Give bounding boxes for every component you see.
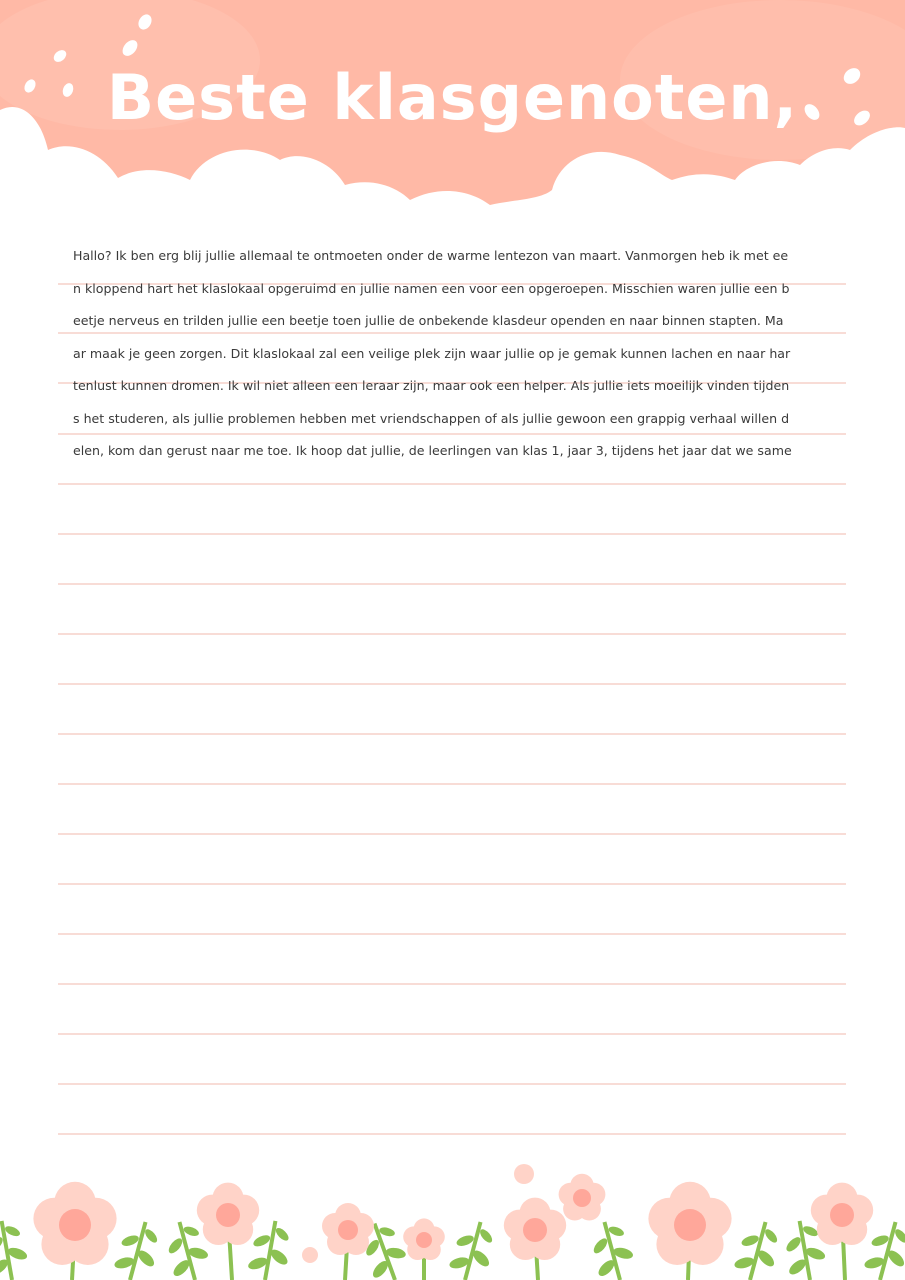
ruled-line [58, 683, 846, 685]
ruled-line [58, 833, 846, 835]
ruled-line [58, 1033, 846, 1035]
letter-line: n kloppend hart het klaslokaal opgeruimd en jullie namen een voor een opgeroepen. Misschien waren jullie een b [73, 280, 790, 296]
letter-line: ar maak je geen zorgen. Dit klaslokaal zal een veilige plek zijn waar jullie op je gemak kunnen lachen en naar har [73, 345, 791, 361]
letter-line: eetje nerveus en trilden jullie een beetje toen jullie de onbekende klasdeur openden en naar binnen stapten. Ma [73, 313, 784, 328]
ruled-line [58, 1083, 846, 1085]
ruled-line [58, 633, 846, 635]
ruled-line [58, 933, 846, 935]
ruled-line [58, 483, 846, 485]
page-title: Beste klasgenoten, [106, 61, 799, 134]
ruled-line [58, 1133, 846, 1135]
ruled-line [58, 883, 846, 885]
letter-line: tenlust kunnen dromen. Ik wil niet alleen een leraar zijn, maar ook een helper. Als jullie iets moeilijk vinden tijden [73, 378, 790, 393]
flower-border-decoration [0, 1150, 905, 1280]
ruled-line [58, 983, 846, 985]
letter-line: Hallo? Ik ben erg blij jullie allemaal te ontmoeten onder de warme lentezon van maart. Vanmorgen heb ik met ee [73, 248, 789, 263]
ruled-line [58, 733, 846, 735]
letter-line: elen, kom dan gerust naar me toe. Ik hoop dat jullie, de leerlingen van klas 1, jaar 3, tijdens het jaar dat we same [73, 443, 792, 458]
ruled-line [58, 783, 846, 785]
letter-line: s het studeren, als jullie problemen hebben met vriendschappen of als jullie gewoon een grappig verhaal willen d [73, 410, 790, 426]
header-banner [0, 0, 905, 230]
ruled-line [58, 533, 846, 535]
letter-body [73, 240, 833, 468]
ruled-line [58, 583, 846, 585]
flower-border [0, 1150, 905, 1280]
